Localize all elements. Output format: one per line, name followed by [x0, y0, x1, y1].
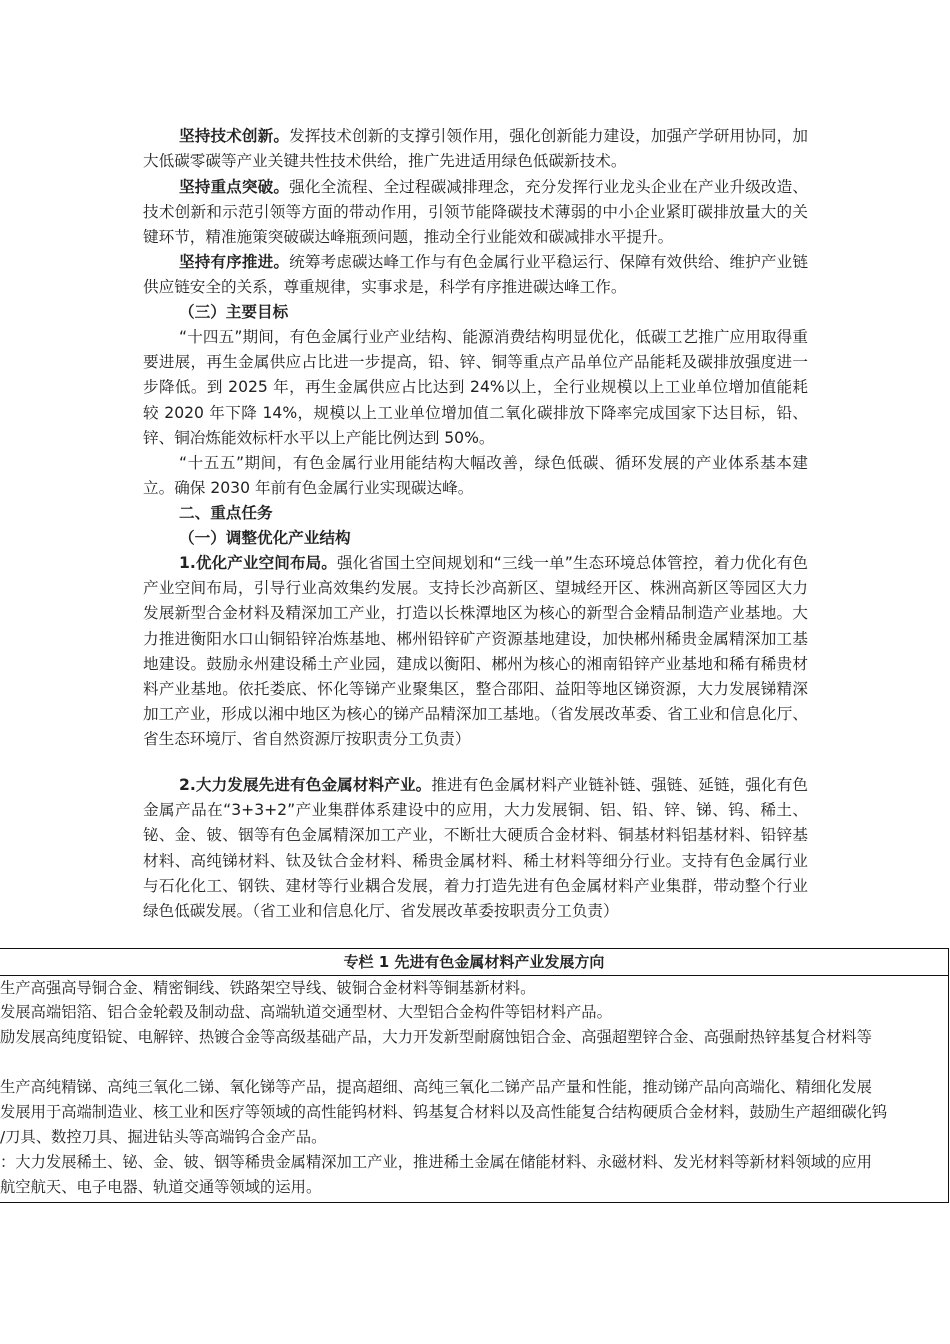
box-body [0, 975, 949, 1203]
paragraph-text: “十五五”期间，有色金属行业用能结构大幅改善，绿色低碳、循环发展的产业体系基本建立。确保 2030 年前有色金属行业实现碳达峰。 [143, 454, 808, 498]
section-heading-key-tasks: 二、重点任务 [179, 504, 273, 522]
paragraph-text: “十四五”期间，有色金属行业产业结构、能源消费结构明显优化，低碳工艺推广应用取得重要进展，再生金属供应占比进一步提高，铅、锌、铜等重点产品单位产品能耗及碳排放强度进一步降低。到 2025 年，再生金属供应占比达到 24%以上，全行业规模以上工业单位增加值能耗较 2020 年下降 14%，规模以上工业单位增加值二氧化碳排放下降率完成国家下达目标，铅、锌、铜冶炼能效标杆水平以上产能比例达到 50%。 [143, 328, 808, 447]
paragraph-text: 强化省国土空间规划和“三线一单”生态环境总体管控，着力优化有色产业空间布局，引导行业高效集约发展。支持长沙高新区、望城经开区、株洲高新区等园区大力发展新型合金材料及精深加工产业，打造以长株潭地区为核心的新型合金精品制造产业基地。大力推进衡阳水口山铜铅锌冶炼基地、郴州铅锌矿产资源基地建设，加快郴州稀贵金属精深加工基地建设。鼓励永州建设稀土产业园，建成以衡阳、郴州为核心的湘南铅锌产业基地和稀有稀贵材料产业基地。依托娄底、怀化等锑产业聚集区，整合邵阳、益阳等地区锑资源，大力发展锑精深加工产业，形成以湘中地区为核心的锑产品精深加工基地。（省发展改革委、省工业和信息化厅、省生态环境厅、省自然资源厅按职责分工负责） [143, 554, 808, 749]
paragraph-lead: 2.大力发展先进有色金属材料产业。 [179, 776, 432, 794]
section-heading-adjust-structure: （一）调整优化产业结构 [179, 529, 351, 547]
section-heading-main-goals: （三）主要目标 [179, 303, 289, 321]
box-row-copper: 生产高强高导铜合金、精密铜线、铁路架空导线、铍铜合金材料等铜基新材料。 [0, 979, 536, 997]
paragraph-lead: 坚持技术创新。 [179, 127, 290, 145]
paragraph-text: 强化全流程、全过程碳减排理念，充分发挥行业龙头企业在产业升级改造、技术创新和示范引领等方面的带动作用，引领节能降碳技术薄弱的中小企业紧盯碳排放量大的关键环节，精准施策突破碳达峰瓶颈问题，推动全行业能效和碳减排水平提升。 [143, 178, 808, 247]
box-row-antimony: 生产高纯精锑、高纯三氧化二锑、氧化锑等产品，提高超细、高纯三氧化二锑产品产量和性能，推动锑产品向高端化、精细化发展 [0, 1078, 872, 1096]
box-row-tungsten: 发展用于高端制造业、核工业和医疗等领域的高性能钨材料、钨基复合材料以及高性能复合结构硬质合金材料，鼓励生产超细碳化钨 [0, 1103, 888, 1121]
paragraph-text: 统筹考虑碳达峰工作与有色金属行业平稳运行、保障有效供给、维护产业链供应链安全的关系，尊重规律，实事求是，科学有序推进碳达峰工作。 [143, 253, 808, 297]
paragraph-text: 推进有色金属材料产业链补链、强链、延链，强化有色金属产品在“3+3+2”产业集群体系建设中的应用，大力发展铜、铝、铅、锌、锑、钨、稀土、铋、金、铍、铟等有色金属精深加工产业，不断壮大硬质合金材料、铜基材料铝基材料、铅锌基材料、高纯锑材料、钛及钛合金材料、稀贵金属材料、稀土材料等细分行业。支持有色金属行业与石化化工、钢铁、建材等行业耦合发展，着力打造先进有色金属材料产业集群，带动整个行业绿色低碳发展。（省工业和信息化厅、省发展改革委按职责分工负责） [143, 776, 808, 921]
paragraph-tech-innovation [143, 124, 808, 174]
paragraph-key-breakthrough [143, 175, 808, 251]
box-row-aluminum: 发展高端铝箔、铝合金轮毂及制动盘、高端轨道交通型材、大型铝合金构件等铝材料产品。 [0, 1003, 612, 1021]
box-row-rare-precious-cont: 航空航天、电子电器、轨道交通等领域的运用。 [0, 1178, 322, 1196]
paragraph-lead: 坚持重点突破。 [179, 178, 290, 196]
paragraph-lead: 坚持有序推进。 [179, 253, 290, 271]
box-row-tungsten-cont: /刀具、数控刀具、掘进钻头等高端钨合金产品。 [0, 1128, 327, 1146]
paragraph-text: 发挥技术创新的支撑引领作用，强化创新能力建设，加强产学研用协同，加大低碳零碳等产业关键共性技术供给，推广先进适用绿色低碳新技术。 [143, 127, 808, 171]
box-title: 专栏 1 先进有色金属材料产业发展方向 [0, 948, 949, 976]
paragraph-advanced-materials [143, 773, 808, 924]
box-row-rare-precious: ：大力发展稀土、铋、金、铍、铟等稀贵金属精深加工产业，推进稀土金属在储能材料、永磁材料、发光材料等新材料领域的应用 [0, 1153, 872, 1171]
paragraph-15th-fyp-goals [143, 451, 808, 501]
paragraph-14th-fyp-goals [143, 325, 808, 451]
box-row-lead-zinc: 励发展高纯度铅锭、电解锌、热镀合金等高级基础产品，大力开发新型耐腐蚀铝合金、高强超塑锌合金、高强耐热锌基复合材料等 [0, 1028, 872, 1046]
paragraph-orderly-advance [143, 250, 808, 300]
paragraph-optimize-layout [143, 551, 808, 753]
paragraph-lead: 1.优化产业空间布局。 [179, 554, 337, 572]
